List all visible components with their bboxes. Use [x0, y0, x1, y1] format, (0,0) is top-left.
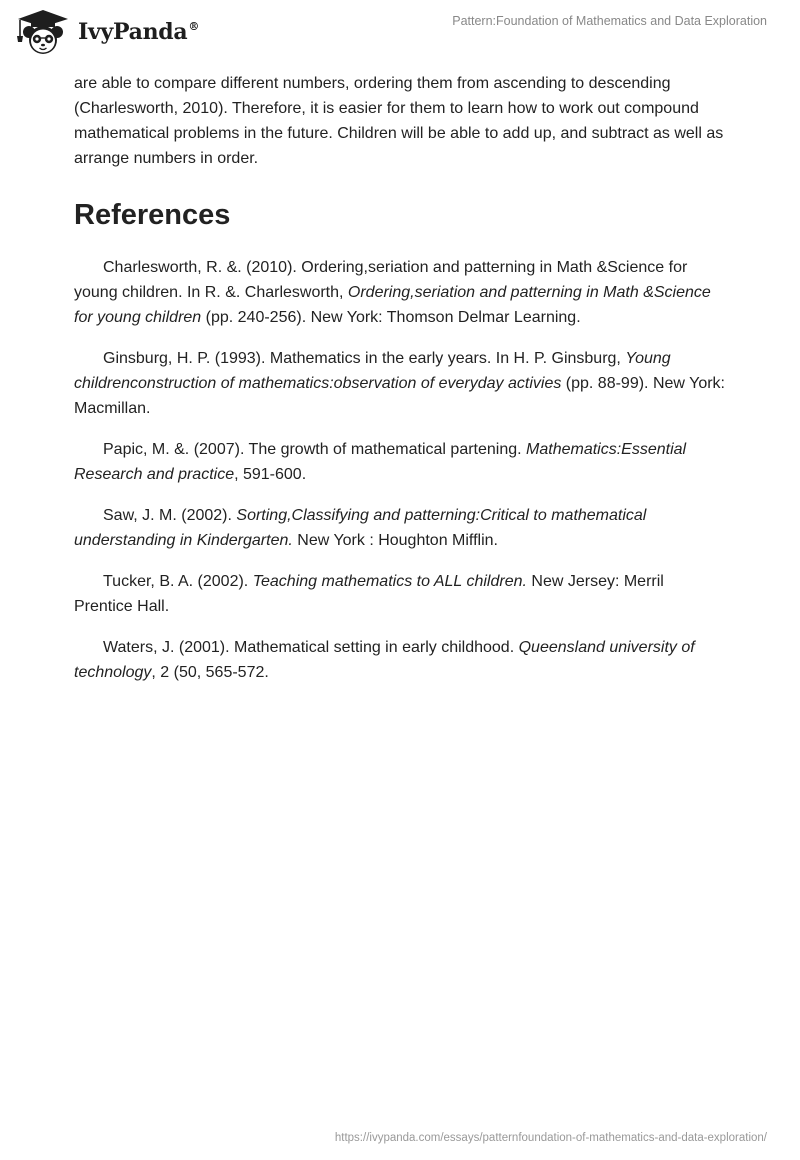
- intro-paragraph: are able to compare different numbers, ordering them from ascending to descending (Charlesworth, 2010). Therefore, it is easier for them to learn how to work out compound mathematical problems in the future. Children will be able to add up, and subtract as well as arrange numbers in order.: [74, 75, 724, 167]
- page-header: [0, 0, 800, 60]
- reference-item: Saw, J. M. (2002). Sorting,Classifying and patterning:Critical to mathematical understanding in Kindergarten. New York : Houghton Mifflin.: [74, 507, 647, 549]
- document-title: Pattern:Foundation of Mathematics and Data Exploration: [452, 14, 767, 28]
- registered-mark: ®: [188, 20, 200, 33]
- references-heading: References: [74, 199, 231, 231]
- reference-item: Ginsburg, H. P. (1993). Mathematics in the early years. In H. P. Ginsburg, Young childrenconstruction of mathematics:observation of everyday activies (pp. 88-99). New York: Macmillan.: [74, 350, 725, 417]
- brand-name: IvyPanda®: [78, 19, 200, 45]
- reference-item: Papic, M. &. (2007). The growth of mathematical partening. Mathematics:Essential Research and practice, 591-600.: [74, 441, 687, 483]
- essay-content: [74, 71, 726, 701]
- ivypanda-logo[interactable]: [14, 8, 199, 56]
- reference-item: Tucker, B. A. (2002). Teaching mathematics to ALL children. New Jersey: Merril Prentice Hall.: [74, 573, 664, 615]
- reference-item: Charlesworth, R. &. (2010). Ordering,seriation and patterning in Math &Science for young children. In R. &. Charlesworth, Ordering,seriation and patterning in Math &Science for young children (pp. 240-256). New York: Thomson Delmar Learning.: [74, 259, 711, 326]
- panda-graduate-icon: [14, 8, 72, 56]
- source-url-link[interactable]: https://ivypanda.com/essays/patternfoundation-of-mathematics-and-data-exploration/: [334, 1132, 767, 1144]
- reference-item: Waters, J. (2001). Mathematical setting in early childhood. Queensland university of technology, 2 (50, 565-572.: [74, 639, 695, 681]
